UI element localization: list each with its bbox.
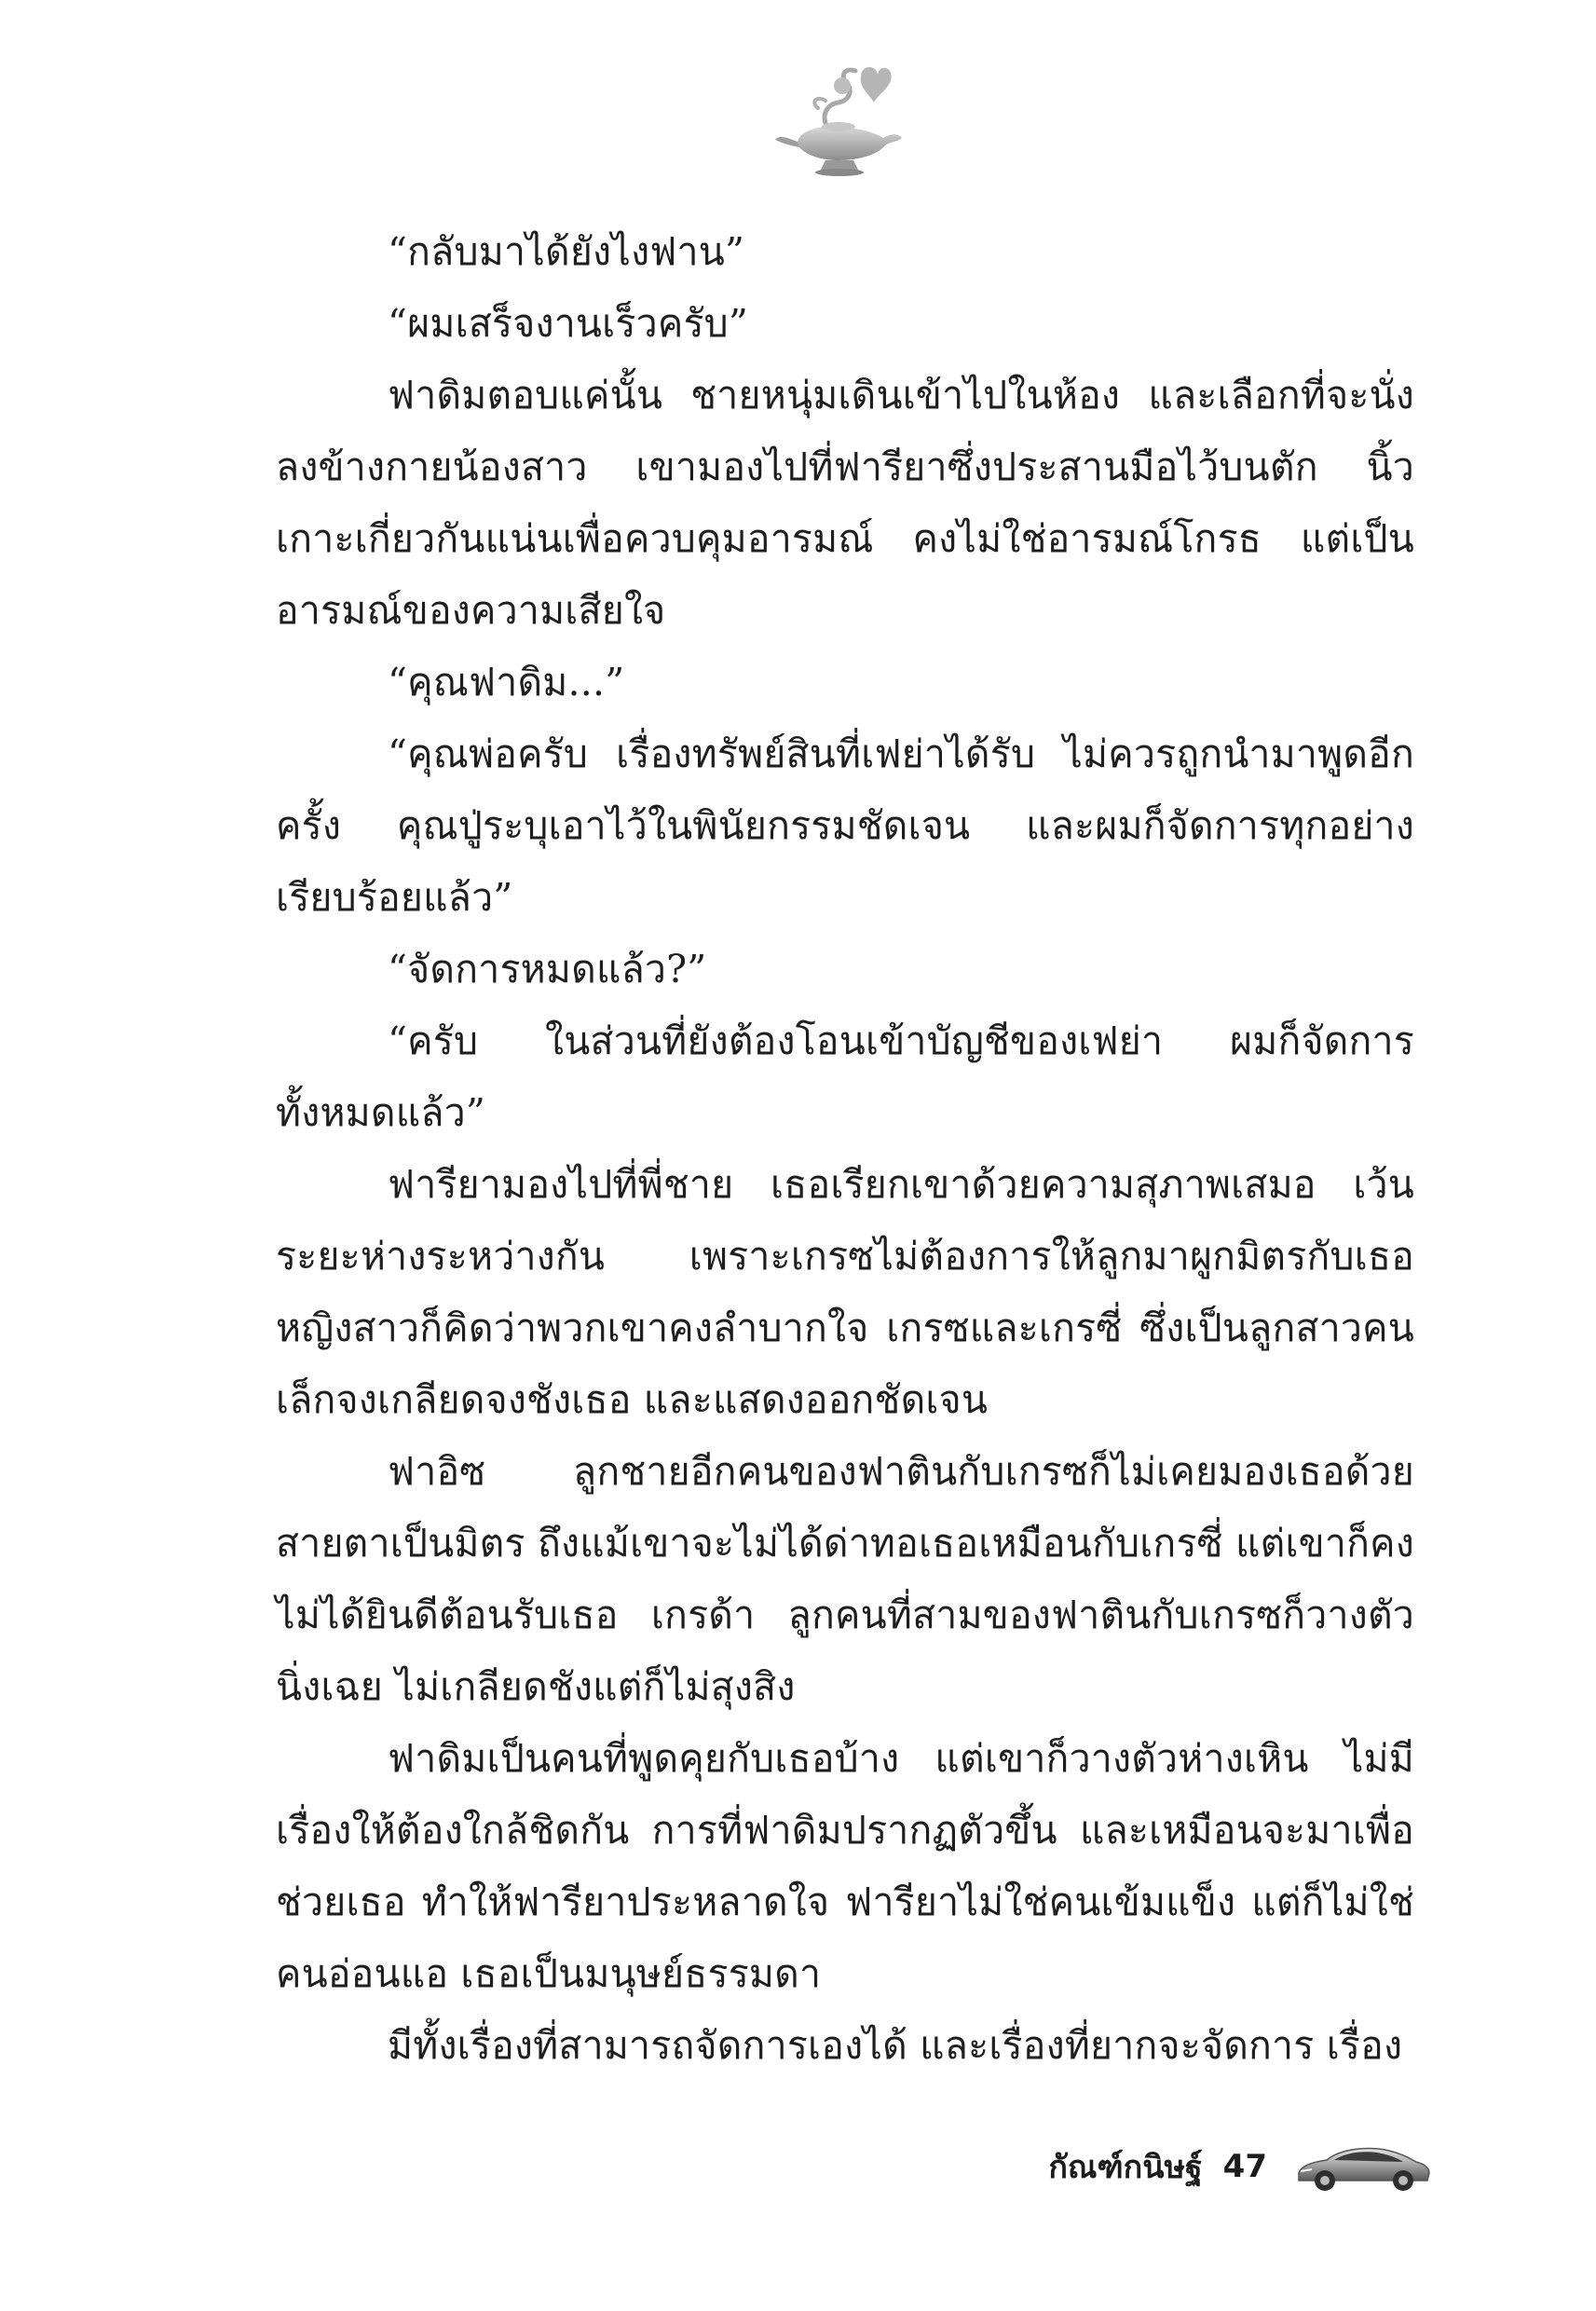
paragraph: ฟาดิมตอบแค่นั้น ชายหนุ่มเดินเข้าไปในห้อง และเลือกที่จะนั่งลงข้างกายน้องสาว เขามองไปที่ฟารียาซึ่งประสานมือไว้บนตัก นิ้วเกาะเกี่ยวกันแน่นเพื่อควบคุมอารมณ์ คงไม่ใช่อารมณ์โกรธ แต่เป็นอารมณ์ของความเสียใจ — [276, 373, 1414, 633]
paragraph: “จัดการหมดแล้ว?” — [388, 947, 707, 991]
paragraph: “คุณฟาดิม...” — [388, 660, 625, 704]
page-footer — [1048, 2125, 1433, 2208]
sports-car-icon — [1293, 2138, 1433, 2195]
paragraph: “ผมเสร็จงานเร็วครับ” — [388, 301, 749, 346]
genie-lamp-heart-icon — [770, 48, 909, 179]
paragraph: “คุณพ่อครับ เรื่องทรัพย์สินที่เฟย่าได้รับ ไม่ควรถูกนำมาพูดอีกครั้ง คุณปู่ระบุเอาไว้ในพินัยกรรมชัดเจน และผมก็จัดการทุกอย่างเรียบร้อยแล้ว” — [276, 732, 1414, 920]
page-number: 47 — [1222, 2148, 1267, 2185]
paragraph: ฟาอิซ ลูกชายอีกคนของฟาตินกับเกรซก็ไม่เคยมองเธอด้วยสายตาเป็นมิตร ถึงแม้เขาจะไม่ได้ด่าทอเธอเหมือนกับเกรซี่ แต่เขาก็คงไม่ได้ยินดีต้อนรับเธอ เกรด้า ลูกคนที่สามของฟาตินกับเกรซก็วางตัวนิ่งเฉย ไม่เกลียดชังแต่ก็ไม่สุงสิง — [276, 1449, 1414, 1709]
book-title: กัณฑ์กนิษฐ์ — [1048, 2149, 1203, 2186]
paragraph: มีทั้งเรื่องที่สามารถจัดการเองได้ และเรื่องที่ยากจะจัดการ เรื่อง — [388, 2023, 1403, 2068]
paragraph: ฟารียามองไปที่พี่ชาย เธอเรียกเขาด้วยความสุภาพเสมอ เว้นระยะห่างระหว่างกัน เพราะเกรซไม่ต้องการให้ลูกมาผูกมิตรกับเธอ หญิงสาวก็คิดว่าพวกเขาคงลำบากใจ เกรซและเกรซี่ ซึ่งเป็นลูกสาวคนเล็กจงเกลียดจงชังเธอ และแสดงออกชัดเจน — [276, 1162, 1414, 1422]
body-text — [276, 216, 1414, 2082]
paragraph: ฟาดิมเป็นคนที่พูดคุยกับเธอบ้าง แต่เขาก็วางตัวห่างเหิน ไม่มีเรื่องให้ต้องใกล้ชิดกัน การที่ฟาดิมปรากฏตัวขึ้น และเหมือนจะมาเพื่อช่วยเธอ ทำให้ฟารียาประหลาดใจ ฟารียาไม่ใช่คนเข้มแข็ง แต่ก็ไม่ใช่คนอ่อนแอ เธอเป็นมนุษย์ธรรมดา — [276, 1736, 1414, 1996]
paragraph: “ครับ ในส่วนที่ยังต้องโอนเข้าบัญชีของเฟย่า ผมก็จัดการทั้งหมดแล้ว” — [276, 1019, 1414, 1135]
paragraph: “กลับมาได้ยังไงฟาน” — [388, 229, 745, 274]
